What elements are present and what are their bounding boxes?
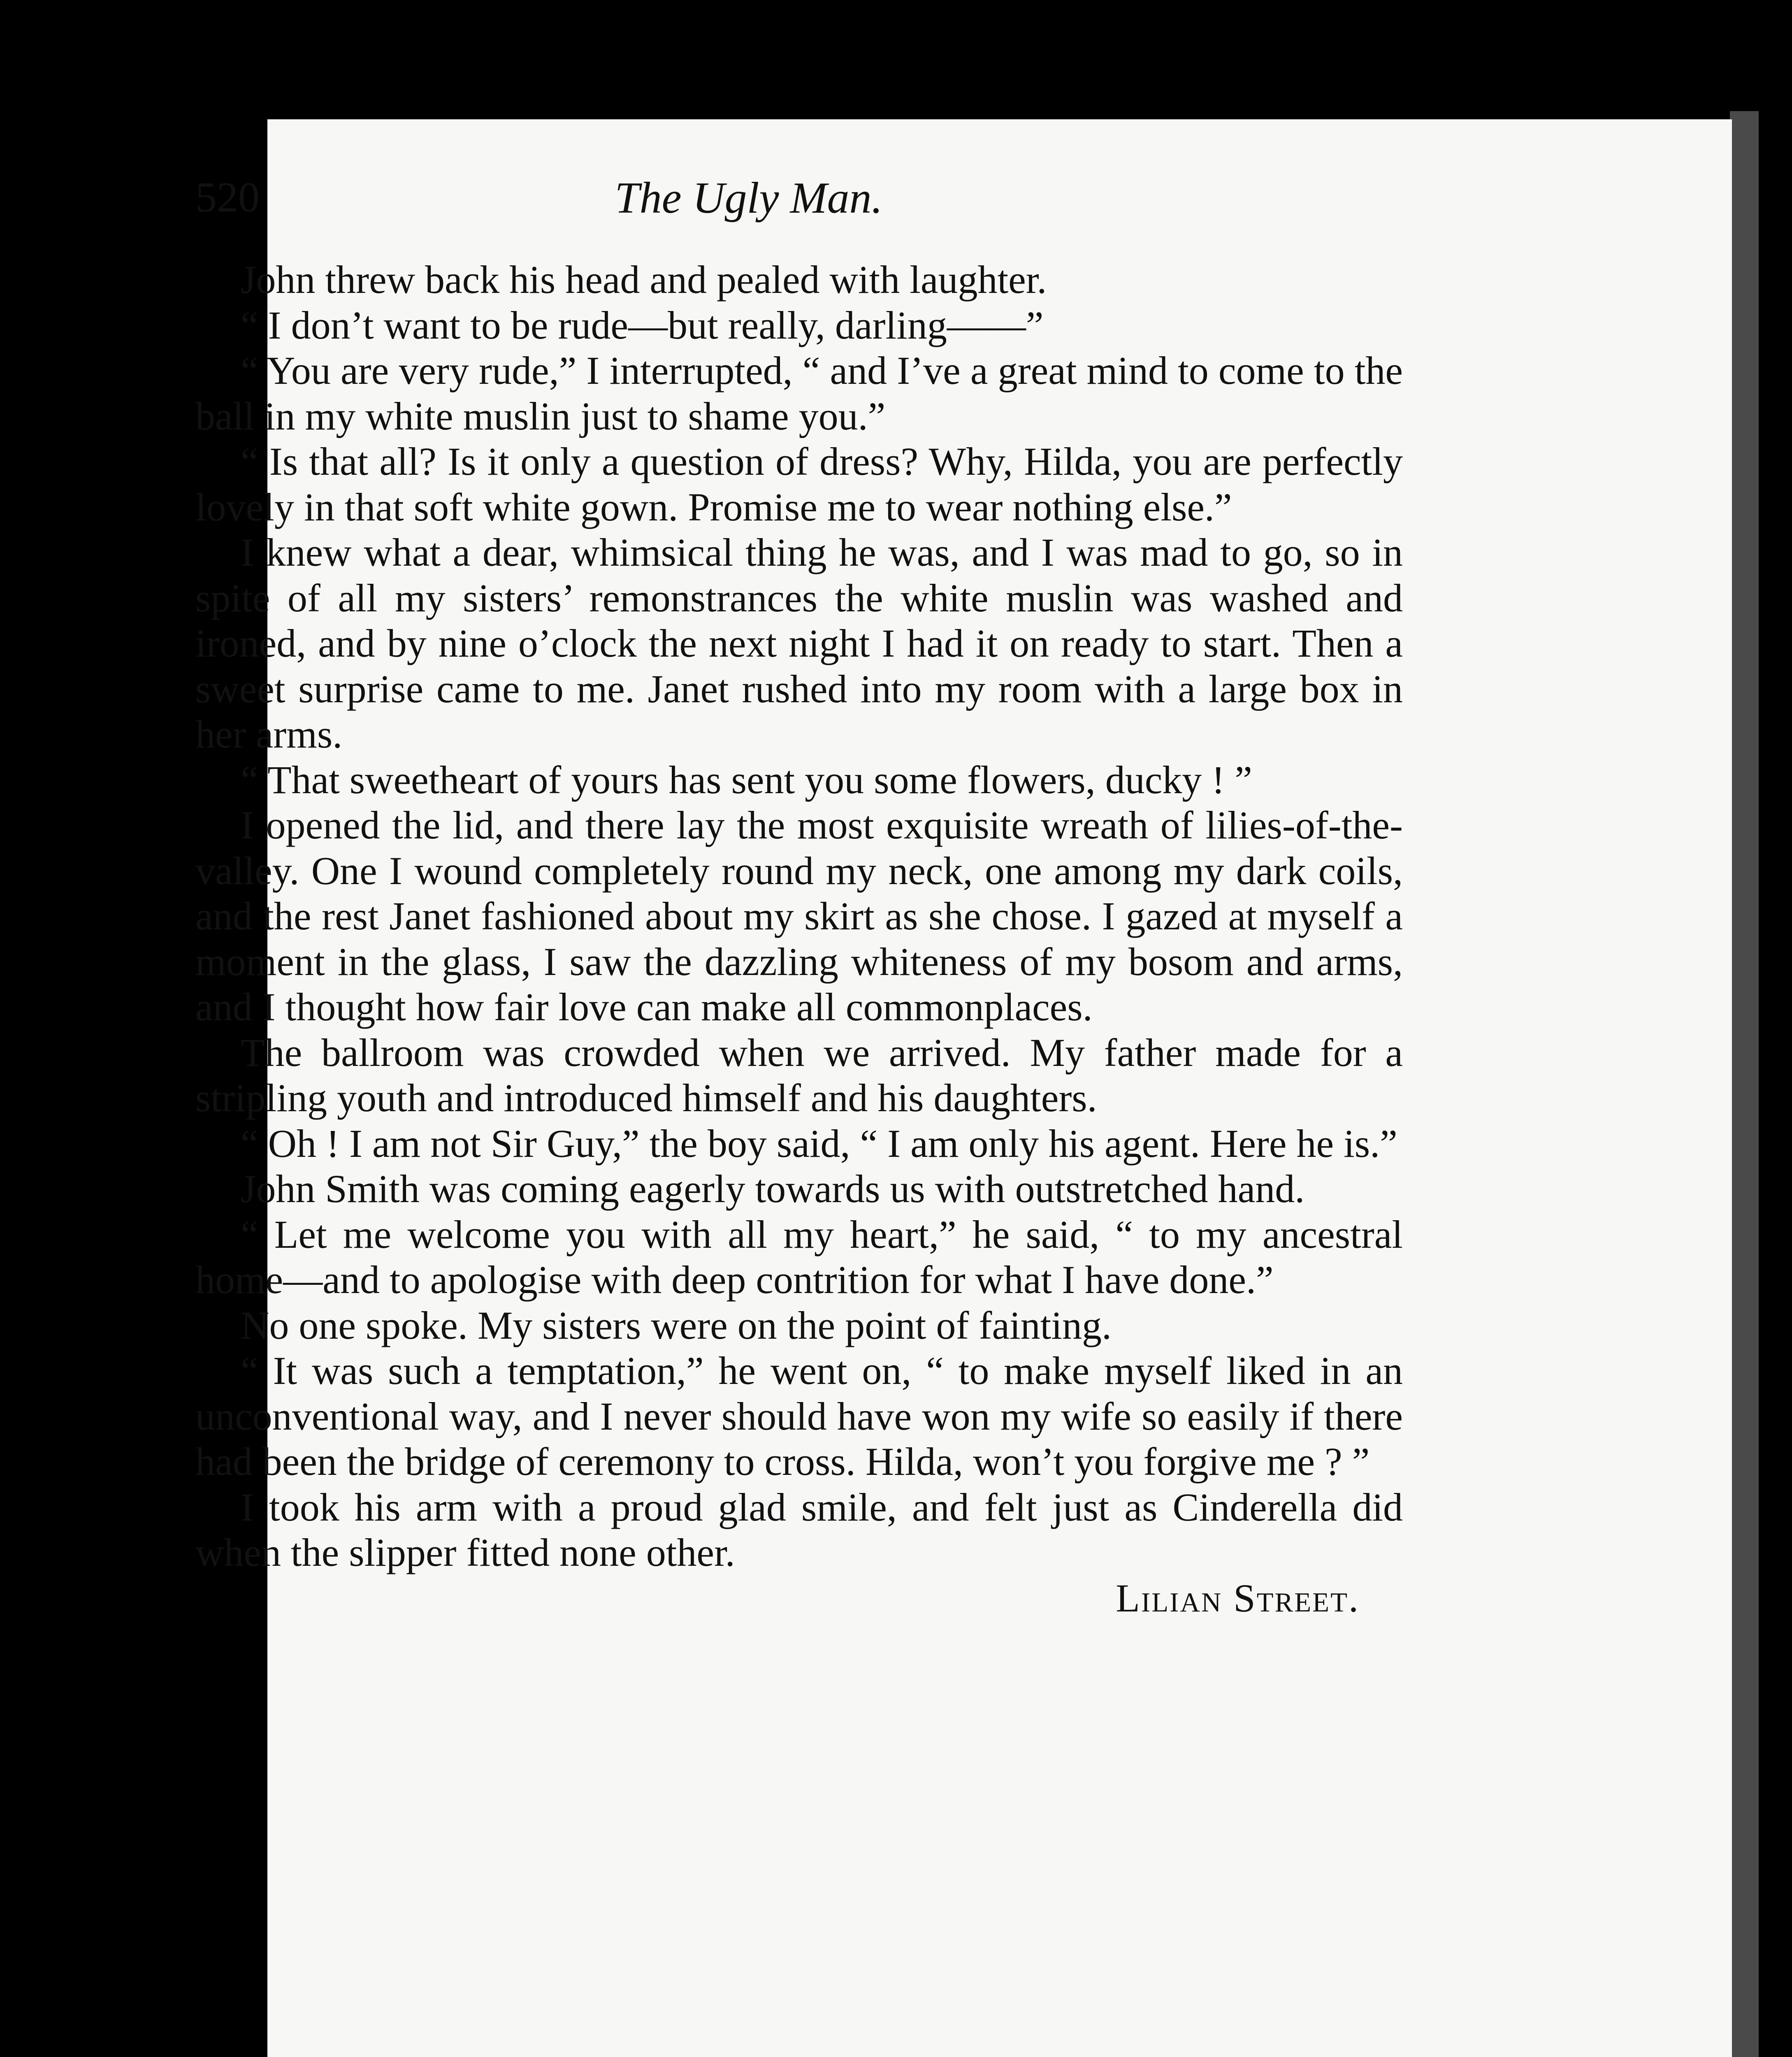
paragraph: “ I don’t want to be rude—but really, darling——” xyxy=(241,303,1044,347)
running-title: The Ugly Man. xyxy=(615,174,883,223)
paragraph: No one spoke. My sisters were on the point of fainting. xyxy=(241,1303,1112,1347)
paragraph: “ Oh ! I am not Sir Guy,” the boy said, “ I am only his agent. Here he is.” xyxy=(241,1121,1397,1165)
page-header xyxy=(195,173,1302,234)
paragraph: I opened the lid, and there lay the most exquisite wreath of lilies-of-the-valley. One I wound completely round my neck, one among my dark coils, and the rest Janet fashioned about my skirt as she chose. I gazed at myself a moment in the glass, I saw the dazzling whiteness of my bosom and arms, and I thought how fair love can make all commonplaces. xyxy=(195,803,1403,1029)
paragraph: John Smith was coming eagerly towards us with outstretched hand. xyxy=(241,1167,1305,1211)
paragraph: The ballroom was crowded when we arrived. My father made for a stripling youth and introduced himself and his daughters. xyxy=(195,1030,1403,1120)
paragraph: “ Let me welcome you with all my heart,” he said, “ to my ancestral home—and to apologise with deep contrition for what I have done.” xyxy=(195,1212,1403,1302)
paragraph: I knew what a dear, whimsical thing he was, and I was mad to go, so in spite of all my sisters’ remonstrances the white muslin was washed and ironed, and by nine o’clock the next night I had it on ready to start. Then a sweet surprise came to me. Janet rushed into my room with a large box in her arms. xyxy=(195,530,1403,756)
paragraph: I took his arm with a proud glad smile, and felt just as Cinderella did when the slipper fitted none other. xyxy=(195,1485,1403,1574)
paragraph: John threw back his head and pealed with laughter. xyxy=(241,258,1047,302)
paragraph: “ Is that all? Is it only a question of dress? Why, Hilda, you are perfectly lovely in that soft white gown. Promise me to wear nothing else.” xyxy=(195,439,1403,529)
paragraph: “ You are very rude,” I interrupted, “ and I’ve a great mind to come to the ball in my white muslin just to shame you.” xyxy=(195,348,1403,438)
author-signature: Lilian Street. xyxy=(1116,1576,1360,1620)
page-number: 520 xyxy=(195,174,260,221)
paragraph: “ It was such a temptation,” he went on, “ to make myself liked in an unconventional way, and I never should have won my wife so easily if there had been the bridge of ceremony to cross. Hilda, won’t you forgive me ? ” xyxy=(195,1349,1403,1484)
page-edge-shadow xyxy=(1730,111,1759,2057)
story-text xyxy=(195,257,1403,1621)
paragraph: “ That sweetheart of yours has sent you some flowers, ducky ! ” xyxy=(241,757,1252,802)
